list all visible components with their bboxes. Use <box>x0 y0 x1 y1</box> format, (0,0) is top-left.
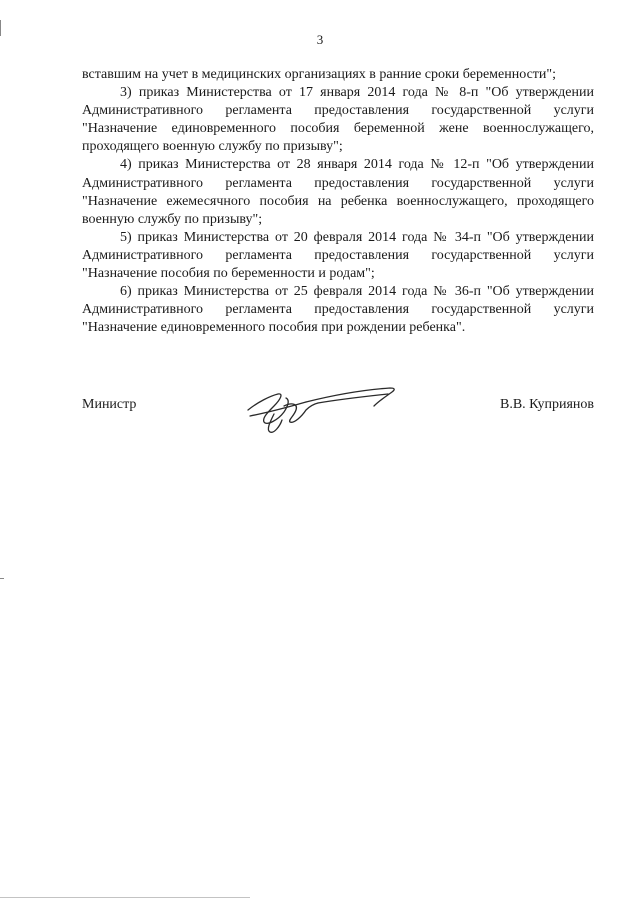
page-number: 3 <box>316 32 324 47</box>
scan-edge-mark <box>0 578 4 579</box>
paragraph-item-3: 3) приказ Министерства от 17 января 2014 года № 8-п "Об утверждении Административного регламента предоставления государственной услуги "Назначение единовременного пособия беременной жене военнослужащего, проходящего военную службу по призыву"; <box>82 85 594 155</box>
paragraph-item-5: 5) приказ Министерства от 20 февраля 2014 года № 34-п "Об утверждении Административного регламента предоставления государственной услуги "Назначение пособия по беременности и родам"; <box>82 229 594 282</box>
handwritten-signature <box>240 376 400 436</box>
paragraph-item-6: 6) приказ Министерства от 25 февраля 2014 года № 36-п "Об утверждении Административного регламента предоставления государственной услуги "Назначение единовременного пособия при рождении ребенка". <box>82 284 594 336</box>
scan-edge-mark <box>0 20 1 36</box>
signatory-title: Министр <box>82 397 137 412</box>
document-body <box>82 66 594 337</box>
paragraph-item-4: 4) приказ Министерства от 28 января 2014 года № 12-п "Об утверждении Административного регламента предоставления государственной услуги "Назначение ежемесячного пособия на ребенка военнослужащего, проходящего военную службу по призыву"; <box>82 157 594 227</box>
scan-edge-mark <box>0 897 250 898</box>
signatory-name: В.В. Куприянов <box>500 397 594 412</box>
paragraph-continuation: вставшим на учет в медицинских организациях в ранние сроки беременности"; <box>82 67 556 82</box>
